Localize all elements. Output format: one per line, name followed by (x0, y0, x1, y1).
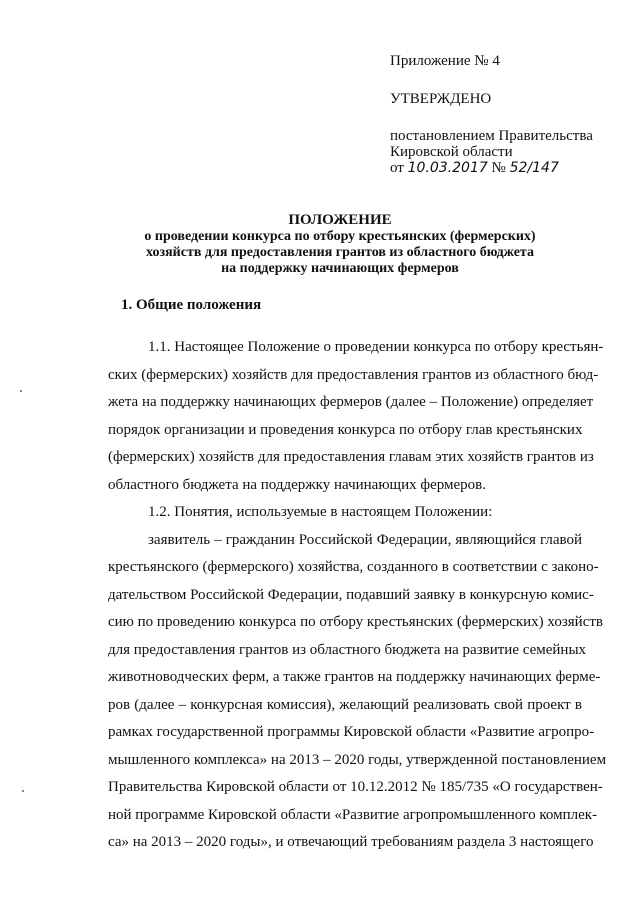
document-title (60, 212, 620, 277)
body-line: мышленного комплекса» на 2013 – 2020 годы, утвержденной постановлением (108, 752, 607, 768)
body-line: дательством Российской Федерации, подавший заявку в конкурсную комис- (108, 587, 594, 603)
body-line: 1.1. Настоящее Положение о проведении конкурса по отбору крестьян- (148, 339, 604, 355)
date-prefix: от (390, 160, 404, 176)
body-line: 1.2. Понятия, используемые в настоящем Положении: (148, 504, 493, 520)
title-line-3: на поддержку начинающих фермеров (221, 261, 459, 276)
body-line: Правительства Кировской области от 10.12.2012 № 185/735 «О государствен- (108, 779, 603, 795)
title-main: ПОЛОЖЕНИЕ (288, 212, 392, 228)
section-heading: 1. Общие положения (121, 297, 262, 313)
body-line: рамках государственной программы Кировской области «Развитие агропро- (108, 724, 595, 740)
body-line: животноводческих ферм, а также грантов на поддержку начинающих ферме- (108, 669, 601, 685)
title-line-1: о проведении конкурса по отбору крестьянских (фермерских) (144, 229, 536, 244)
handwritten-number: 52/147 (509, 160, 559, 176)
body-line: ной программе Кировской области «Развитие агропромышленного комплек- (108, 807, 598, 823)
body-line: са» на 2013 – 2020 годы», и отвечающий требованиям раздела 3 настоящего (108, 834, 594, 850)
body-line: сию по проведению конкурса по отбору крестьянских (фермерских) хозяйств (108, 614, 604, 630)
body-line: ских (фермерских) хозяйств для предоставления грантов из областного бюд- (108, 367, 599, 383)
decree-line-1: постановлением Правительства (390, 128, 593, 144)
title-line-2: хозяйств для предоставления грантов из областного бюджета (146, 245, 534, 260)
scan-speck (20, 390, 22, 392)
body-line: порядок организации и проведения конкурса по отбору глав крестьянских (108, 422, 583, 438)
scan-speck (22, 790, 24, 792)
body-line: для предоставления грантов из областного бюджета на развитие семейных (108, 642, 587, 658)
body-line: заявитель – гражданин Российской Федерации, являющийся главой (148, 532, 582, 548)
body-line: областного бюджета на поддержку начинающих фермеров. (108, 477, 486, 493)
annex-label: Приложение № 4 (390, 53, 500, 69)
approved-label: УТВЕРЖДЕНО (390, 91, 492, 107)
body-line: ров (далее – конкурсная комиссия), желающий реализовать свой проект в (108, 697, 582, 713)
decree-reference (390, 128, 593, 176)
body-line: жета на поддержку начинающих фермеров (далее – Положение) определяет (108, 394, 594, 410)
body-line: крестьянского (фермерского) хозяйства, созданного в соответствии с законо- (108, 559, 599, 575)
decree-line-2: Кировской области (390, 144, 513, 160)
number-prefix: № (491, 160, 506, 176)
handwritten-date: 10.03.2017 (407, 160, 488, 176)
decree-date-number (390, 160, 593, 176)
body-line: (фермерских) хозяйств для предоставления главам этих хозяйств грантов из (108, 449, 594, 465)
